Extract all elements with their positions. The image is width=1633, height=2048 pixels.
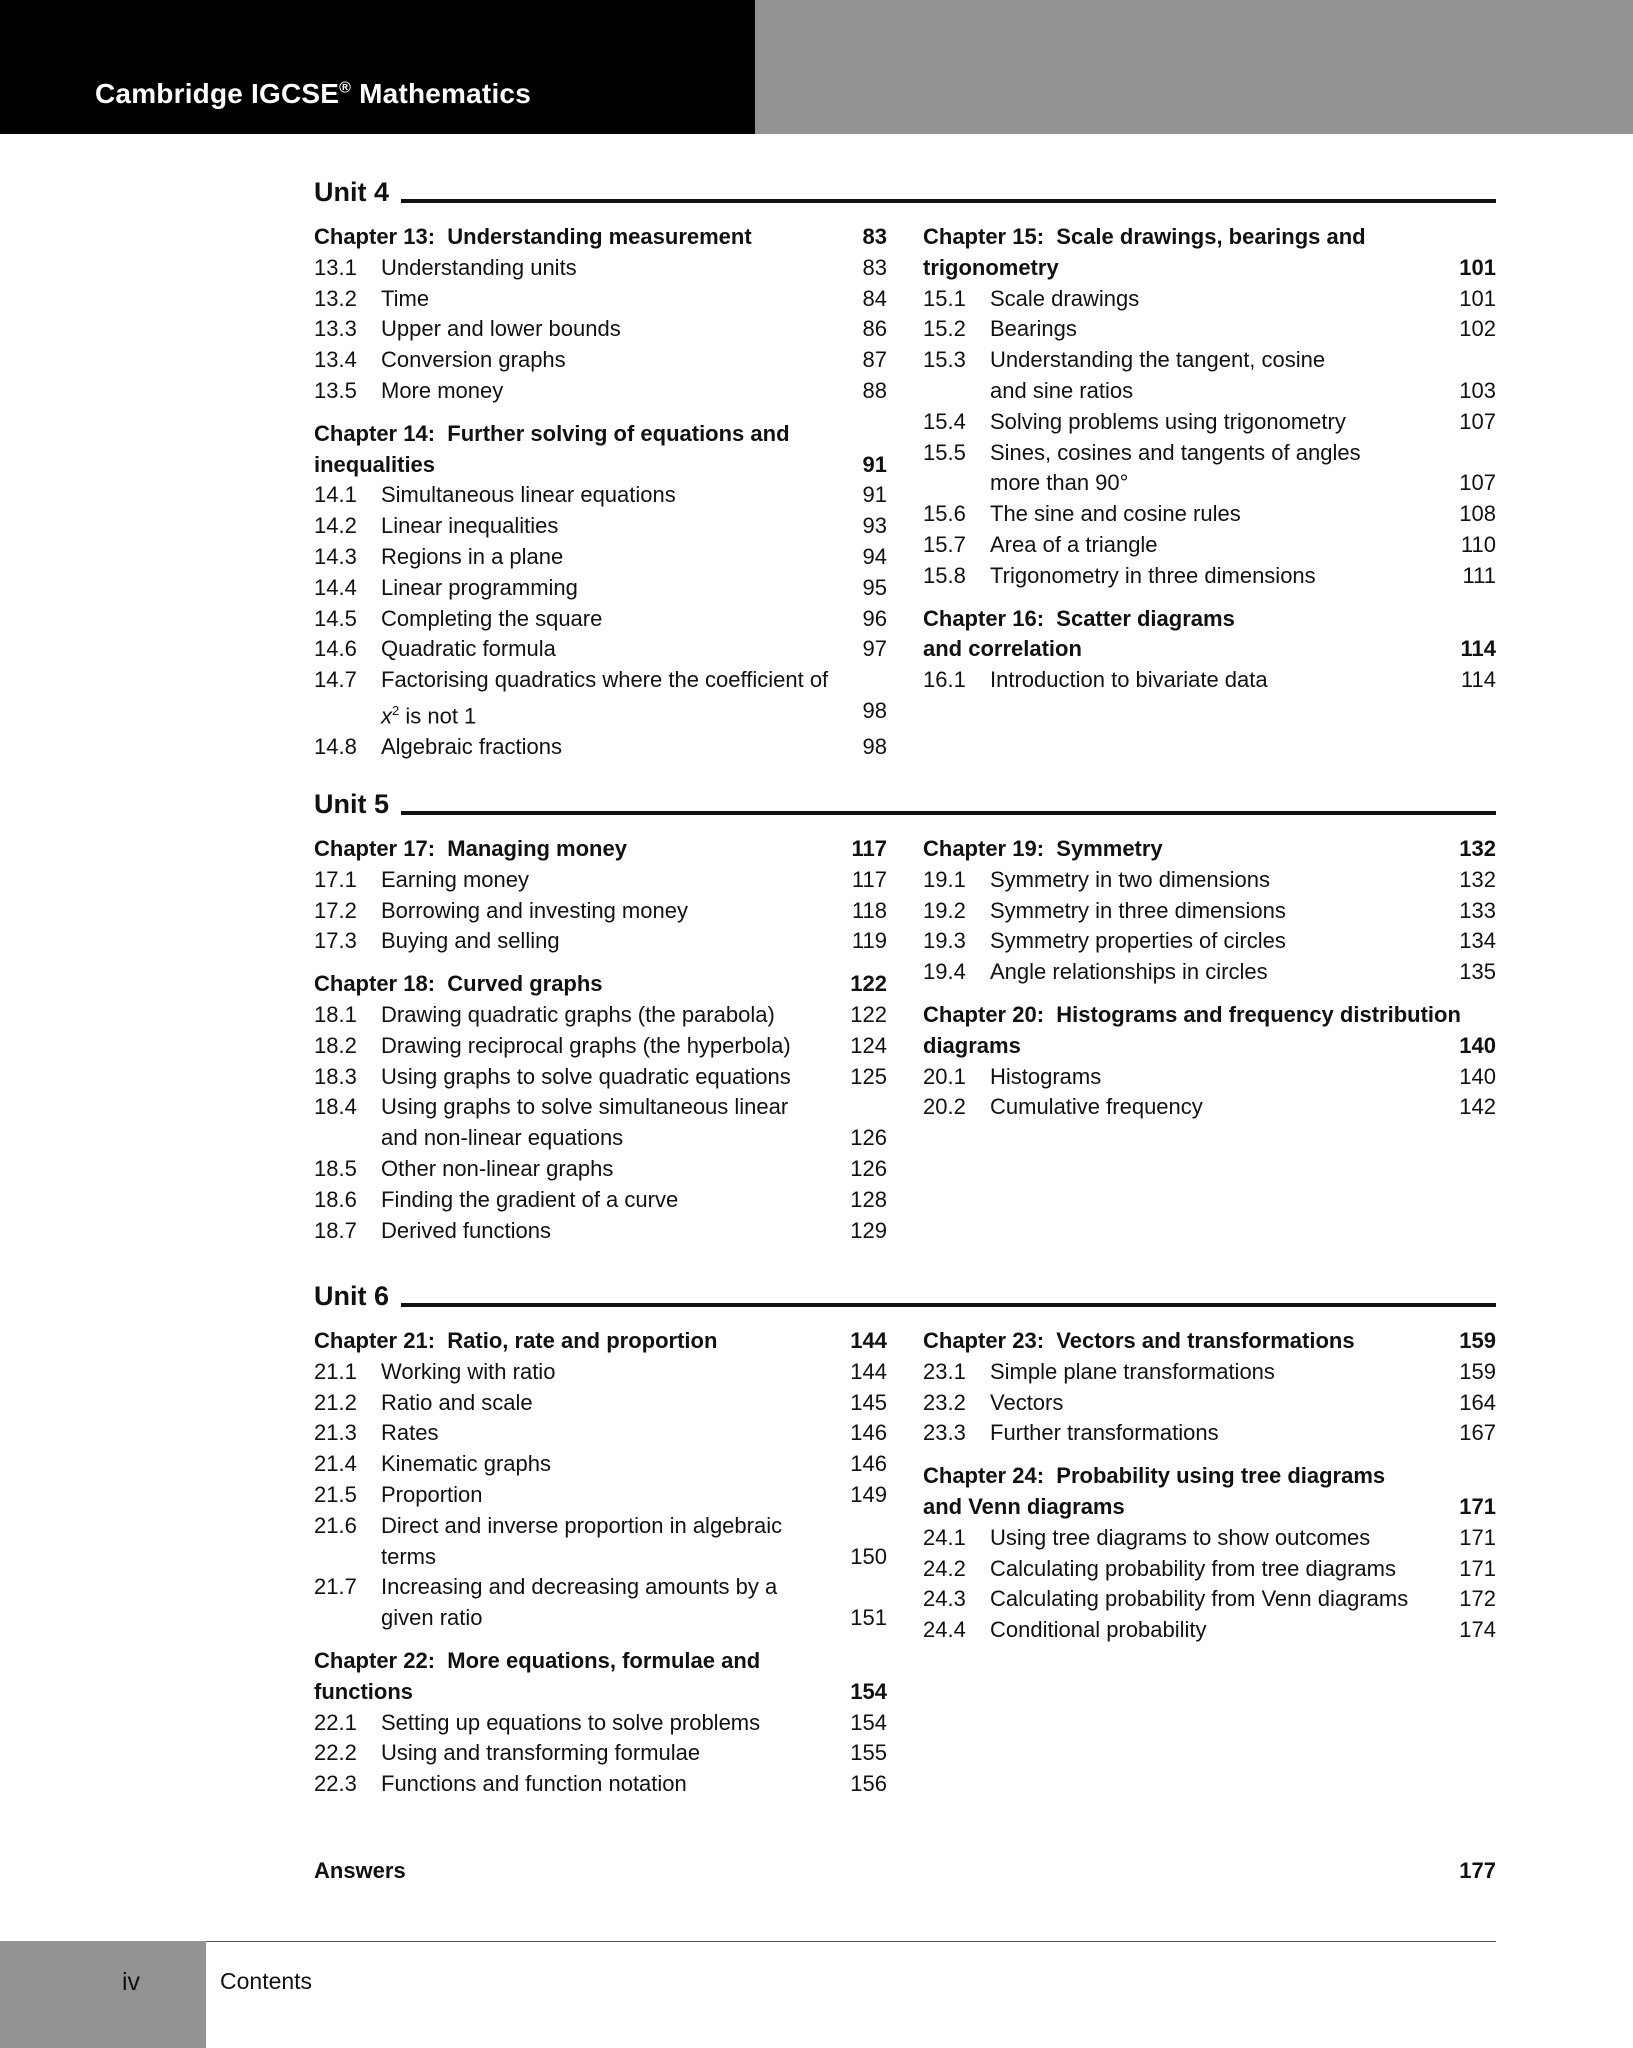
toc-entry[interactable]: 19.1 Symmetry in two dimensions 132 <box>923 866 1496 892</box>
unit-rule <box>401 199 1496 203</box>
toc-entry[interactable]: 15.3 Understanding the tangent, cosine and sine ratios 103 <box>923 347 1496 403</box>
chapter-13: Chapter 13: Understanding measurement 83 13.1 Understanding units 83 13.2 Time 84 13.3 Upper and lower bounds 86 13.4 Conversion graphs 87 13.5 More money 88 <box>314 222 887 407</box>
toc-entry[interactable]: 14.5 Completing the square 96 <box>314 605 887 631</box>
chapter-15: Chapter 15: Scale drawings, bearings and trigonometry 101 15.1 Scale drawings 101 15.2 Bearings 102 15.3 Understanding the tangent, cosine and sine ratios 103 15.4 Solving problems using trigonometry 107 15.5 Sines, cosines and tangents of angles more than 90° 107 15.6 The sine and cosine rules 108 15.7 Area of a triangle 110 15.8 Trigonometry in three dimensions 111 <box>923 222 1496 592</box>
toc-entry[interactable]: 24.4 Conditional probability 174 <box>923 1617 1496 1643</box>
toc-entry[interactable]: 24.2 Calculating probability from tree diagrams 171 <box>923 1555 1496 1581</box>
toc-entry[interactable]: 13.4 Conversion graphs 87 <box>314 347 887 373</box>
toc-entry[interactable]: 21.4 Kinematic graphs 146 <box>314 1451 887 1477</box>
toc-entry[interactable]: 18.3 Using graphs to solve quadratic equations 125 <box>314 1063 887 1089</box>
chapter-21: Chapter 21: Ratio, rate and proportion 144 21.1 Working with ratio 144 21.2 Ratio and scale 145 21.3 Rates 146 21.4 Kinematic graphs 146 21.5 Proportion 149 21.6 Direct and inverse proportion in algebraic terms 150 21.7 Increasing and decreasing amounts by a given ratio 151 <box>314 1326 887 1634</box>
toc-entry[interactable]: 15.2 Bearings 102 <box>923 316 1496 342</box>
footer-section-label: Contents <box>220 1968 313 1994</box>
toc-entry[interactable]: 21.2 Ratio and scale 145 <box>314 1389 887 1415</box>
toc-entry[interactable]: 22.3 Functions and function notation 156 <box>314 1771 887 1797</box>
unit-heading: Unit 4 <box>314 177 390 207</box>
toc-entry[interactable]: 14.2 Linear inequalities 93 <box>314 513 887 539</box>
chapter-16: Chapter 16: Scatter diagrams and correlation 114 16.1 Introduction to bivariate data 114 <box>923 604 1496 696</box>
toc-entry[interactable]: 23.1 Simple plane transformations 159 <box>923 1358 1496 1384</box>
toc-entry[interactable]: 14.8 Algebraic fractions 98 <box>314 734 887 760</box>
toc-entry[interactable]: 14.3 Regions in a plane 94 <box>314 543 887 569</box>
toc-entry[interactable]: 19.4 Angle relationships in circles 135 <box>923 959 1496 985</box>
toc-entry[interactable]: 19.2 Symmetry in three dimensions 133 <box>923 897 1496 923</box>
chapter-14: Chapter 14: Further solving of equations and inequalities 91 14.1 Simultaneous linear equations 91 14.2 Linear inequalities 93 14.3 Regions in a plane 94 14.4 Linear programming 95 14.5 Completing the square 96 14.6 Quadratic formula 97 14.7 Factorising quadratics where the coefficient of $x^2$ is not 1 98 14.8 Algebraic fractions 98 <box>314 419 887 763</box>
toc-entry[interactable]: 24.3 Calculating probability from Venn diagrams 172 <box>923 1586 1496 1612</box>
toc-entry[interactable]: 15.8 Trigonometry in three dimensions 111 <box>923 562 1496 588</box>
toc-entry[interactable]: 21.5 Proportion 149 <box>314 1481 887 1507</box>
footer-rule <box>206 1941 1496 1942</box>
toc-entry[interactable]: 21.3 Rates 146 <box>314 1420 887 1446</box>
toc-entry[interactable]: 22.2 Using and transforming formulae 155 <box>314 1740 887 1766</box>
unit-rule <box>401 811 1496 815</box>
toc-entry[interactable]: 18.5 Other non-linear graphs 126 <box>314 1155 887 1181</box>
toc-entry[interactable]: 13.1 Understanding units 83 <box>314 254 887 280</box>
toc-entry[interactable]: 17.3 Buying and selling 119 <box>314 928 887 954</box>
toc-entry[interactable]: 16.1 Introduction to bivariate data 114 <box>923 667 1496 693</box>
toc-entry[interactable]: 24.1 Using tree diagrams to show outcomes 171 <box>923 1524 1496 1550</box>
chapter-19: Chapter 19: Symmetry 132 19.1 Symmetry in two dimensions 132 19.2 Symmetry in three dimensions 133 19.3 Symmetry properties of circles 134 19.4 Angle relationships in circles 135 <box>923 834 1496 988</box>
toc-entry[interactable]: 13.2 Time 84 <box>314 285 887 311</box>
toc-entry[interactable]: 14.7 Factorising quadratics where the coefficient of $x^2$ is not 1 98 <box>314 667 887 729</box>
unit-5 <box>314 784 1496 1243</box>
unit-heading: Unit 6 <box>314 1281 390 1311</box>
chapter-18: Chapter 18: Curved graphs 122 18.1 Drawing quadratic graphs (the parabola) 122 18.2 Drawing reciprocal graphs (the hyperbola) 124 18.3 Using graphs to solve quadratic equations 125 18.4 Using graphs to solve simultaneous linear and non-linear equations 126 18.5 Other non-linear graphs 126 18.6 Finding the gradient of a curve 128 18.7 Derived functions 129 <box>314 969 887 1246</box>
toc-entry[interactable]: 17.1 Earning money 117 <box>314 866 887 892</box>
toc-entry[interactable]: 22.1 Setting up equations to solve problems 154 <box>314 1709 887 1735</box>
toc-entry[interactable]: 23.2 Vectors 164 <box>923 1389 1496 1415</box>
chapter-23: Chapter 23: Vectors and transformations 159 23.1 Simple plane transformations 159 23.2 Vectors 164 23.3 Further transformations 167 <box>923 1326 1496 1449</box>
toc-entry[interactable]: 18.4 Using graphs to solve simultaneous linear and non-linear equations 126 <box>314 1094 887 1151</box>
toc-entry[interactable]: 18.6 Finding the gradient of a curve 128 <box>314 1186 887 1212</box>
header-bar <box>0 0 755 134</box>
toc-entry[interactable]: 14.4 Linear programming 95 <box>314 574 887 600</box>
toc-entry[interactable]: 20.1 Histograms 140 <box>923 1063 1496 1089</box>
toc-entry[interactable]: 18.1 Drawing quadratic graphs (the parabola) 122 <box>314 1001 887 1027</box>
book-title: Cambridge IGCSE® Mathematics <box>95 78 531 109</box>
chapter-24: Chapter 24: Probability using tree diagrams and Venn diagrams 171 24.1 Using tree diagrams to show outcomes 171 24.2 Calculating probability from tree diagrams 171 24.3 Calculating probability from Venn diagrams 172 24.4 Conditional probability 174 <box>923 1461 1496 1646</box>
page-number: iv <box>122 1968 141 1996</box>
toc-entry[interactable]: 13.3 Upper and lower bounds 86 <box>314 316 887 342</box>
toc-entry[interactable]: 15.6 The sine and cosine rules 108 <box>923 501 1496 527</box>
toc-entry[interactable]: 14.6 Quadratic formula 97 <box>314 636 887 662</box>
toc-entry[interactable]: 18.2 Drawing reciprocal graphs (the hyperbola) 124 <box>314 1032 887 1058</box>
toc-entry[interactable]: 23.3 Further transformations 167 <box>923 1420 1496 1446</box>
toc-entry[interactable]: 15.4 Solving problems using trigonometry 107 <box>923 408 1496 434</box>
toc-entry[interactable]: 21.6 Direct and inverse proportion in algebraic terms 150 <box>314 1512 887 1569</box>
chapter-20: Chapter 20: Histograms and frequency distribution diagrams 140 20.1 Histograms 140 20.2 Cumulative frequency 142 <box>923 1000 1496 1123</box>
unit-rule <box>401 1303 1496 1307</box>
toc-entry[interactable]: 20.2 Cumulative frequency 142 <box>923 1094 1496 1120</box>
toc-entry[interactable]: 15.1 Scale drawings 101 <box>923 285 1496 311</box>
unit-6 <box>314 1276 1496 1797</box>
chapter-17: Chapter 17: Managing money 117 17.1 Earning money 117 17.2 Borrowing and investing money 118 17.3 Buying and selling 119 <box>314 834 887 957</box>
header-gray-panel <box>755 0 1633 134</box>
toc-entry[interactable]: 15.7 Area of a triangle 110 <box>923 531 1496 557</box>
footer-page-tab <box>0 1941 206 2048</box>
toc-entry[interactable]: 13.5 More money 88 <box>314 377 887 403</box>
chapter-22: Chapter 22: More equations, formulae and functions 154 22.1 Setting up equations to solve problems 154 22.2 Using and transforming formulae 155 22.3 Functions and function notation 156 <box>314 1646 887 1800</box>
toc-entry[interactable]: 19.3 Symmetry properties of circles 134 <box>923 928 1496 954</box>
toc-entry[interactable]: 14.1 Simultaneous linear equations 91 <box>314 482 887 508</box>
unit-heading: Unit 5 <box>314 789 390 819</box>
answers-entry[interactable]: Answers 177 <box>314 1858 1496 1883</box>
toc-entry[interactable]: 18.7 Derived functions 129 <box>314 1217 887 1243</box>
toc-entry[interactable]: 21.7 Increasing and decreasing amounts by a given ratio 151 <box>314 1574 887 1631</box>
toc-entry[interactable]: 21.1 Working with ratio 144 <box>314 1358 887 1384</box>
toc-entry[interactable]: 15.5 Sines, cosines and tangents of angles more than 90° 107 <box>923 439 1496 496</box>
toc-entry[interactable]: 17.2 Borrowing and investing money 118 <box>314 897 887 923</box>
unit-4 <box>314 172 1496 760</box>
